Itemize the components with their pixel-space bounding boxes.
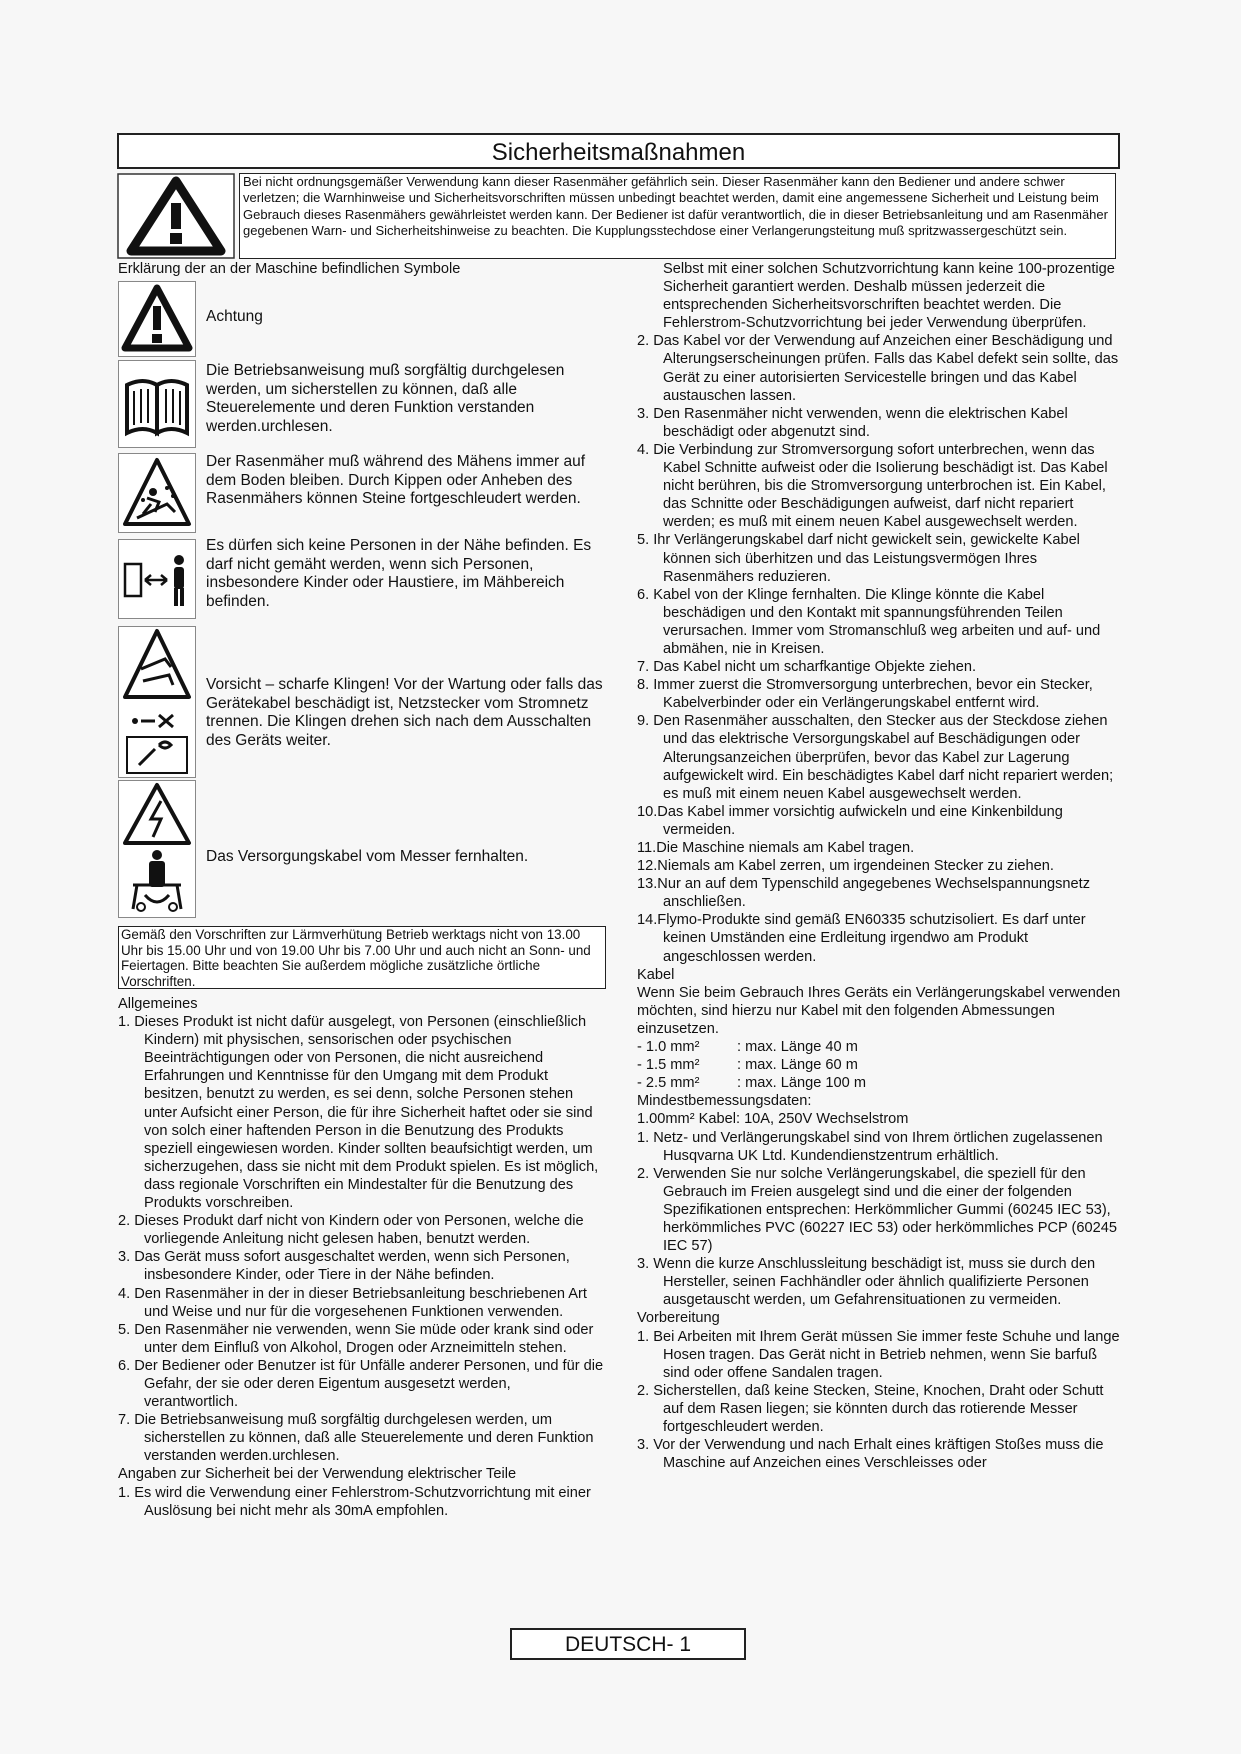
list-item: 4. Die Verbindung zur Stromversorgung sofort unterbrechen, wenn das Kabel Schnitte aufweist oder die Isolierung beschädigt ist. Das Kabel nicht berühren, bis die Stromversorgung unterbrochen ist. Ein Kabel, das Schnitte oder Beschädigungen aufweist, darf nicht repariert werden; es muß mit einem neuen Kabel ausgewechselt werden.	[637, 441, 1108, 531]
list-item: 3. Vor der Verwendung und nach Erhalt eines kräftigen Stoßes muss die Maschine auf Anzeichen eines Verschleisses oder	[637, 1437, 1104, 1472]
list-item: 1. Es wird die Verwendung einer Fehlerstrom-Schutzvorrichtung mit einer Auslösung bei nicht mehr als 30mA empfohlen.	[118, 1484, 591, 1519]
warning-triangle-icon	[118, 281, 196, 357]
list-item: 6. Der Bediener oder Benutzer ist für Unfälle anderer Personen, und für die Gefahr, der sie oder deren Eigentum ausgesetzt werden, verantwortlich.	[118, 1357, 604, 1411]
list-item: 1. Dieses Produkt ist nicht dafür ausgelegt, von Personen (einschließlich Kindern) mit physischen, sensorischen oder psychischen Beeinträchtigungen oder von Personen, die nicht ausreichend Erfahrungen und Kenntnisse für den Umgang mit dem Produkt besitzen, benutzt zu werden, es sei denn, solche Personen stehen unter Aufsicht einer Person, die für ihre Sicherheit haftet oder sie sind von solch einer haftenden Person in die Benutzung des Produkts speziell eingewiesen worden. Kinder sollten beaufsichtigt werden, um sicherzugehen, dass sie nicht mit dem Produkt spielen. Es ist möglich, dass regionale Vorschriften ein Mindestalter für die Benutzung des Produkts vorschreiben.	[118, 1014, 599, 1212]
list-item: 8. Immer zuerst die Stromversorgung unterbrechen, bevor ein Stecker, Kabelverbinder oder ein Verlängerungskabel entfernt wird.	[637, 677, 1093, 712]
list-item: 12.Niemals am Kabel zerren, um irgendeinen Stecker zu ziehen.	[637, 858, 1054, 875]
cable-size-row	[637, 1074, 1124, 1092]
symbol-text: Das Versorgungskabel vom Messer fernhalten.	[206, 848, 529, 866]
list-item: 14.Flymo-Produkte sind gemäß EN60335 schutzisoliert. Es darf unter keinen Umständen eine Erdleitung irgendwo am Produkt angeschlossen werden.	[637, 912, 1086, 965]
cable-text: Wenn Sie beim Gebrauch Ihres Geräts ein Verlängerungskabel verwenden möchten, sind hierzu nur Kabel mit den folgenden Abmessungen einzusetzen.	[637, 984, 1121, 1037]
intro-section	[117, 173, 1120, 259]
list-item: 2. Sicherstellen, daß keine Stecken, Steine, Knochen, Draht oder Schutt auf dem Rasen liegen; sie könnten durch das rotierende Messer fortgeschleudert werden.	[637, 1382, 1104, 1435]
intro-text: Bei nicht ordnungsgemäßer Verwendung kann dieser Rasenmäher gefährlich sein. Dieser Rasenmäher kann den Bediener und andere schwer verletzen; die Warnhinweise und Sicherheitsvorschriften müssen unbedingt beachtet werden, damit eine angemessene Sicherheit und Leistung beim Gebrauch dieses Rasenmähers gewährleistet werden kann. Der Bediener ist dafür verantwortlich, die in dieser Betriebsanleitung und am Rasenmäher gegebenen Warn- und Sicherheitshinweise zu beachten. Die Kupplungsstechdose einer Verlangerungsteitung muß spritzwassergeschützt sein.	[239, 173, 1116, 259]
flying-objects-icon	[118, 453, 196, 533]
symbol-row	[118, 453, 608, 539]
page-title: Sicherheitsmaßnahmen	[117, 133, 1120, 169]
symbol-text: Der Rasenmäher muß während des Mähens immer auf dem Boden bleiben. Durch Kippen oder Anheben des Rasenmähers können Steine fortgeschleudert werden.	[206, 453, 586, 508]
symbol-text: Achtung	[206, 308, 263, 326]
list-item: 7. Die Betriebsanweisung muß sorgfältig durchgelesen werden, um sicherstellen zu können, daß alle Steuerelemente und deren Funktion verstanden werden.urchlesen.	[118, 1412, 594, 1465]
electrical-heading: Angaben zur Sicherheit bei der Verwendung elektrischer Teile	[118, 1466, 517, 1483]
sharp-blades-icon	[118, 626, 196, 778]
list-item: 1. Bei Arbeiten mit Ihrem Gerät müssen Sie immer feste Schuhe und lange Hosen tragen. Das Gerät nicht in Betrieb nehmen, wenn Sie barfuß sind oder offene Sandalen tragen.	[637, 1328, 1120, 1381]
symbol-row	[118, 539, 608, 626]
cable-size: - 2.5 mm²	[637, 1075, 700, 1092]
cable-size: - 1.0 mm²	[637, 1039, 700, 1056]
preparation-heading: Vorbereitung	[637, 1310, 720, 1327]
page-footer: DEUTSCH- 1	[510, 1628, 746, 1660]
list-item: 9. Den Rasenmäher ausschalten, den Stecker aus der Steckdose ziehen und das elektrische Versorgungskabel auf Beschädigungen oder Alterungsanzeichen überprüfen, bevor das Kabel zur Lagerung aufgewickelt wird. Ein beschädigtes Kabel darf nicht repariert werden; es muß mit einem neuen Kabel ausgewechselt werden.	[637, 713, 1114, 802]
list-item: Selbst mit einer solchen Schutzvorrichtung kann keine 100-prozentige Sicherheit garantiert werden. Deshalb müssen jederzeit die entsprechenden Sicherheitsvorschriften beachtet werden. Die Fehlerstrom-Schutzvorrichtung bei jeder Verwendung überprüfen.	[663, 261, 1115, 332]
list-item: 2. Verwenden Sie nur solche Verlängerungskabel, die speziell für den Gebrauch im Freien ausgelegt sind und die einer der folgenden Spezifikationen entsprechen: Herkömmlicher Gummi (60245 IEC 53), herkömmliches PVC (60227 IEC 53) oder herkömmliches PCP (60245 IEC 57)	[637, 1165, 1117, 1255]
list-item: 13.Nur an auf dem Typenschild angegebenes Wechselspannungsnetz anschließen.	[637, 876, 1090, 911]
list-item: 5. Den Rasenmäher nie verwenden, wenn Sie müde oder krank sind oder unter dem Einfluß von Alkohol, Drogen oder Arzneimitteln stehen.	[118, 1321, 594, 1356]
symbol-text: Vorsicht – scharfe Klingen! Vor der Wartung oder falls das Gerätekabel beschädigt ist, Netzstecker vom Stromnetz trennen. Die Klingen drehen sich nach dem Ausschalten des Geräts weiter.	[206, 676, 603, 749]
general-heading: Allgemeines	[118, 996, 198, 1012]
keep-distance-icon	[118, 539, 196, 619]
list-item: 10.Das Kabel immer vorsichtig aufwickeln und eine Kinkenbildung vermeiden.	[637, 803, 1063, 838]
warning-triangle-icon	[117, 173, 235, 259]
list-item: 2. Das Kabel vor der Verwendung auf Anzeichen einer Beschädigung und Alterungserscheinungen prüfen. Falls das Kabel defekt sein sollte, das Gerät zu einer autorisierten Servicestelle bringen und das Kabel austauschen lassen.	[637, 333, 1119, 404]
list-item: 4. Den Rasenmäher in der in dieser Betriebsanleitung beschriebenen Art und Weise und nur für die vorgesehenen Funktionen verwenden.	[118, 1285, 587, 1320]
list-item: 5. Ihr Verlängerungskabel darf nicht gewickelt sein, gewickelte Kabel können sich überhitzen und das Leistungsvermögen Ihres Rasenmähers reduzieren.	[637, 532, 1080, 585]
symbols-heading: Erklärung der an der Maschine befindlichen Symbole	[118, 261, 461, 277]
right-column	[637, 260, 1124, 1472]
symbol-text: Es dürfen sich keine Personen in der Nähe befinden. Es darf nicht gemäht werden, wenn sich Personen, insbesondere Kinder oder Haustiere, im Mähbereich befinden.	[206, 537, 592, 610]
cable-size-row	[637, 1056, 1124, 1074]
electric-cable-icon	[118, 780, 196, 918]
cable-heading: Kabel	[637, 966, 675, 983]
manual-book-icon	[118, 360, 196, 448]
list-item: 7. Das Kabel nicht um scharfkantige Objekte ziehen.	[637, 659, 977, 676]
list-item: 3. Den Rasenmäher nicht verwenden, wenn die elektrischen Kabel beschädigt oder abgenutzt sind.	[637, 405, 1068, 440]
cable-limit: : max. Länge 60 m	[737, 1057, 858, 1074]
cable-limit: : max. Länge 40 m	[737, 1039, 858, 1056]
list-item: 6. Kabel von der Klinge fernhalten. Die Klinge könnte die Kabel beschädigen und den Kontakt mit spannungsführenden Teilen verursachen. Immer vom Stromanschluß weg arbeiten und auf- und abmähen, nie in Kreisen.	[637, 586, 1101, 657]
general-section	[118, 995, 608, 1520]
symbol-row	[118, 278, 608, 360]
symbol-row	[118, 360, 608, 453]
list-item: 11.Die Maschine niemals am Kabel tragen.	[637, 840, 915, 856]
list-item: 2. Dieses Produkt darf nicht von Kindern oder von Personen, welche die vorliegende Anleitung nicht gelesen haben, benutzt werden.	[118, 1213, 584, 1248]
list-item: 3. Das Gerät muss sofort ausgeschaltet werden, wenn sich Personen, insbesondere Kinder, oder Tiere in der Nähe befinden.	[118, 1249, 570, 1284]
left-column	[118, 260, 608, 920]
symbol-row	[118, 626, 608, 780]
symbol-text: Die Betriebsanweisung muß sorgfältig durchgelesen werden, um sicherstellen zu können, daß alle Steuerelemente und deren Funktion verstanden werden.urchlesen.	[206, 362, 565, 435]
rating-heading: Mindestbemessungsdaten:	[637, 1093, 812, 1110]
noise-notice: Gemäß den Vorschriften zur Lärmverhütung Betrieb werktags nicht von 13.00 Uhr bis 15.00 Uhr und von 19.00 Uhr bis 7.00 Uhr und auch nicht an Sonn- und Feiertagen. Bitte beachten Sie außerdem mögliche zusätzliche örtliche Vorschriften.	[118, 926, 606, 989]
list-item: 1. Netz- und Verlängerungskabel sind von Ihrem örtlichen zugelassenen Husqvarna UK Ltd. Kundendienstzentrum erhältlich.	[637, 1129, 1103, 1164]
rating-text: 1.00mm² Kabel: 10A, 250V Wechselstrom	[637, 1111, 909, 1128]
list-item: 3. Wenn die kurze Anschlussleitung beschädigt ist, muss sie durch den Hersteller, seinen Fachhändler oder ähnlich qualifizierte Personen ausgetauscht werden, um Gefahrensituationen zu vermeiden.	[637, 1256, 1096, 1309]
cable-limit: : max. Länge 100 m	[737, 1075, 866, 1092]
cable-size: - 1.5 mm²	[637, 1057, 700, 1074]
cable-size-row	[637, 1038, 1124, 1056]
symbol-row	[118, 780, 608, 920]
